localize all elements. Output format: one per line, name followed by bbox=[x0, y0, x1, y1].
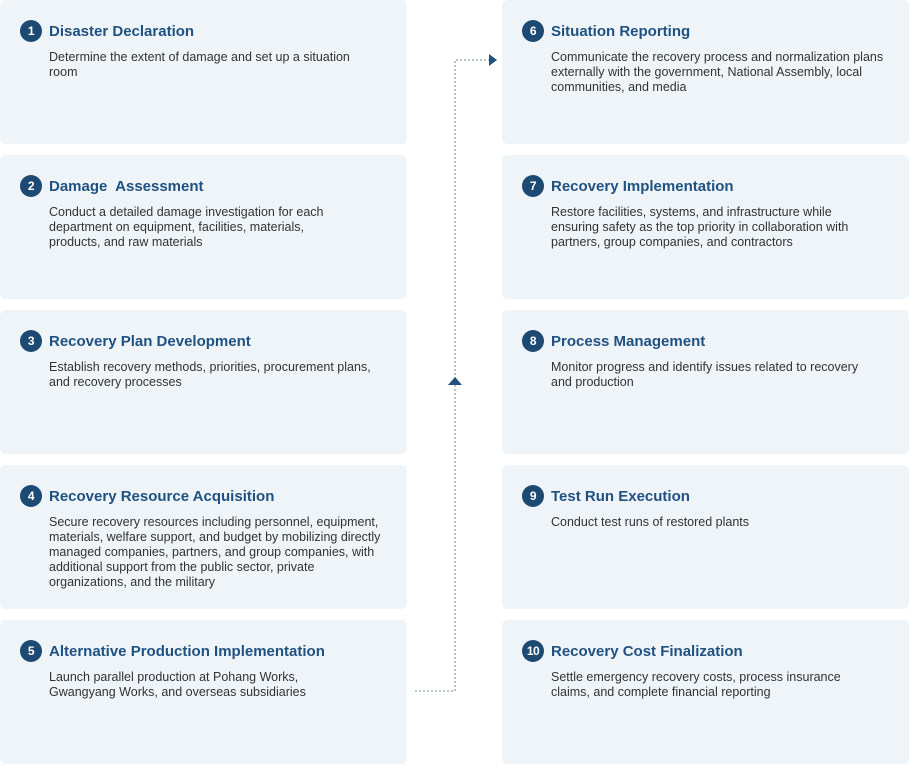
step-number-badge: 7 bbox=[522, 175, 544, 197]
step-number-badge: 6 bbox=[522, 20, 544, 42]
dotted-connector-line bbox=[415, 60, 492, 691]
step-description: Conduct test runs of restored plants bbox=[551, 515, 750, 529]
step-title: Recovery Resource Acquisition bbox=[49, 487, 275, 505]
step-number-badge: 1 bbox=[20, 20, 42, 42]
step-description: Conduct a detailed damage investigation for each department on equipment, facilities, materials, products, and raw materials bbox=[49, 205, 324, 249]
step-title: Test Run Execution bbox=[551, 487, 690, 505]
step-number-badge: 10 bbox=[522, 640, 544, 662]
step-description: Launch parallel production at Pohang Works, Gwangyang Works, and overseas subsidiaries bbox=[49, 670, 306, 699]
arrow-right-icon bbox=[489, 54, 497, 66]
step-description: Establish recovery methods, priorities, procurement plans, and recovery processes bbox=[49, 360, 371, 389]
step-description: Communicate the recovery process and normalization plans externally with the government, National Assembly, local communities, and media bbox=[551, 50, 884, 94]
step-title: Recovery Plan Development bbox=[49, 332, 251, 350]
step-title: Situation Reporting bbox=[551, 22, 691, 40]
step-number-badge: 9 bbox=[522, 485, 544, 507]
step-title: Damage Assessment bbox=[49, 177, 204, 195]
step-description: Settle emergency recovery costs, process insurance claims, and complete financial reporting bbox=[551, 670, 841, 699]
step-number-badge: 8 bbox=[522, 330, 544, 352]
step-number-badge: 3 bbox=[20, 330, 42, 352]
step-title: Recovery Cost Finalization bbox=[551, 642, 743, 660]
step-description: Determine the extent of damage and set up a situation room bbox=[49, 50, 350, 79]
step-number-badge: 2 bbox=[20, 175, 42, 197]
step-number-badge: 4 bbox=[20, 485, 42, 507]
step-description: Monitor progress and identify issues related to recovery and production bbox=[551, 360, 859, 389]
step-description: Restore facilities, systems, and infrastructure while ensuring safety as the top priority in collaboration with partners, group companies, and contractors bbox=[551, 205, 849, 249]
step-title: Process Management bbox=[551, 332, 706, 350]
step-title: Disaster Declaration bbox=[49, 22, 195, 40]
step-title: Recovery Implementation bbox=[551, 177, 734, 195]
step-title: Alternative Production Implementation bbox=[49, 642, 325, 660]
step-description: Secure recovery resources including personnel, equipment, materials, welfare support, and budget by mobilizing directly managed companies, partners, and group companies, with additional support from the public sector, private organizations, and the military bbox=[49, 515, 381, 589]
arrow-up-icon bbox=[448, 377, 462, 385]
step-number-badge: 5 bbox=[20, 640, 42, 662]
